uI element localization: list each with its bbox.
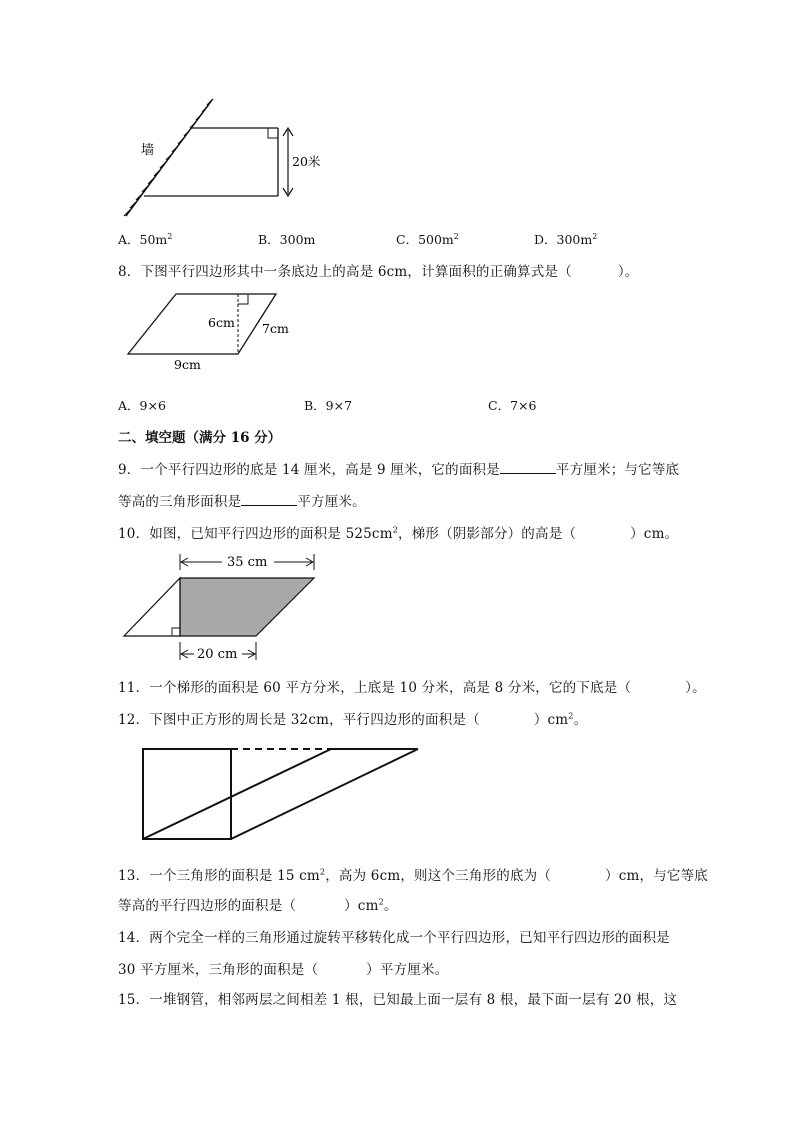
sup-2: 2 xyxy=(568,711,574,721)
q13-text-d: 等高的平行四边形的面积是（ xyxy=(118,898,297,914)
q13-text-b: ，高为 6cm，则这个三角形的底为（ xyxy=(325,868,552,884)
q9-text-c: 等高的三角形面积是 xyxy=(118,494,242,510)
q13-text-a: 13．一个三角形的面积是 15 cm xyxy=(118,868,320,884)
q8-height-label: 6cm xyxy=(208,315,235,330)
q8-text-a: 8．下图平行四边形其中一条底边上的高是 6cm，计算面积的正确算式是（ xyxy=(118,264,572,280)
q8-text-b: ）。 xyxy=(617,264,639,280)
q7-option-c-text: C．500m xyxy=(396,232,454,247)
sup-2: 2 xyxy=(319,867,326,877)
q12-text-a: 12．下图中正方形的周长是 32cm，平行四边形的面积是（ xyxy=(118,712,480,728)
q9-answer-blank-2[interactable] xyxy=(241,493,297,506)
q13-text-e: ）cm xyxy=(344,898,379,914)
q8-side-label: 7cm xyxy=(262,321,289,336)
q8-base-label: 9cm xyxy=(174,357,201,372)
q9-text-d: 平方厘米。 xyxy=(297,494,366,510)
q14-text-a: 30 平方厘米，三角形的面积是（ xyxy=(118,962,319,978)
q7-option-b[interactable] xyxy=(258,230,315,248)
q8-option-b-text: B．9×7 xyxy=(304,398,353,413)
wall-label: 墙 xyxy=(141,143,155,158)
q7-option-a-text: A．50m xyxy=(118,232,168,247)
q8-option-a-text: A．9×6 xyxy=(118,398,166,413)
q11-stem xyxy=(118,676,706,696)
q8-option-c-text: C．7×6 xyxy=(488,398,537,413)
q14-line1: 14．两个完全一样的三角形通过旋转平移转化成一个平行四边形，已知平行四边形的面积是 xyxy=(118,930,670,946)
q7-option-a[interactable] xyxy=(118,230,172,248)
q10-stem xyxy=(118,522,678,542)
q7-option-c[interactable] xyxy=(396,230,459,248)
q14-line2 xyxy=(118,958,448,978)
q9-text-a: 9．一个平行四边形的底是 14 厘米，高是 9 厘米，它的面积是 xyxy=(118,462,500,478)
q9-answer-blank-1[interactable] xyxy=(500,461,556,474)
q7-option-b-text: B．300m xyxy=(258,232,316,247)
q13-line1 xyxy=(118,864,708,884)
q10-top-label: 35 cm xyxy=(227,555,268,570)
q9-line1 xyxy=(118,458,679,478)
q12-period: 。 xyxy=(573,712,588,728)
wall-hatching xyxy=(124,99,213,216)
q8-parallelogram-figure xyxy=(122,290,302,372)
sup-2: 2 xyxy=(392,525,398,535)
q12-text-b: ）cm xyxy=(533,712,569,728)
q13-text-c: ）cm，与它等底 xyxy=(605,868,709,884)
q10-text-c: ）cm。 xyxy=(630,526,679,542)
q8-stem xyxy=(118,260,639,280)
q9-line2 xyxy=(118,490,366,510)
q12-figure xyxy=(138,744,428,844)
q7-option-d[interactable] xyxy=(534,230,597,248)
q10-text-b: ，梯形（阴影部分）的高是（ xyxy=(398,526,577,542)
sup-2: 2 xyxy=(592,231,598,241)
shaded-trapezoid xyxy=(180,578,314,636)
q10-figure xyxy=(118,548,328,664)
sup-2: 2 xyxy=(453,231,459,241)
q10-bottom-label: 20 cm xyxy=(197,647,238,662)
q12-stem xyxy=(118,708,587,728)
q9-text-b: 平方厘米；与它等底 xyxy=(555,462,680,478)
q7-option-d-text: D．300m xyxy=(534,232,593,247)
q11-text-b: ）。 xyxy=(685,680,706,696)
q15-line1: 15．一堆钢管，相邻两层之间相差 1 根，已知最上面一层有 8 根，最下面一层有 20 根，这 xyxy=(118,992,678,1008)
q7-figure xyxy=(118,92,338,222)
q8-option-b[interactable] xyxy=(304,396,352,414)
q10-text-a: 10．如图，已知平行四边形的面积是 525cm xyxy=(118,526,393,542)
q8-option-a[interactable] xyxy=(118,396,166,414)
q11-text-a: 11．一个梯形的面积是 60 平方分米，上底是 10 分米，高是 8 分米，它的下底是（ xyxy=(118,680,632,696)
sup-2: 2 xyxy=(378,897,384,907)
q13-line2 xyxy=(118,894,398,914)
q8-option-c[interactable] xyxy=(488,396,536,414)
q13-text-f: 。 xyxy=(383,898,398,914)
height-label: 20米 xyxy=(292,154,321,169)
sup-2: 2 xyxy=(167,231,173,241)
q14-text-b: ）平方厘米。 xyxy=(366,962,449,978)
section-heading: 二、填空题（满分 16 分） xyxy=(118,430,282,446)
